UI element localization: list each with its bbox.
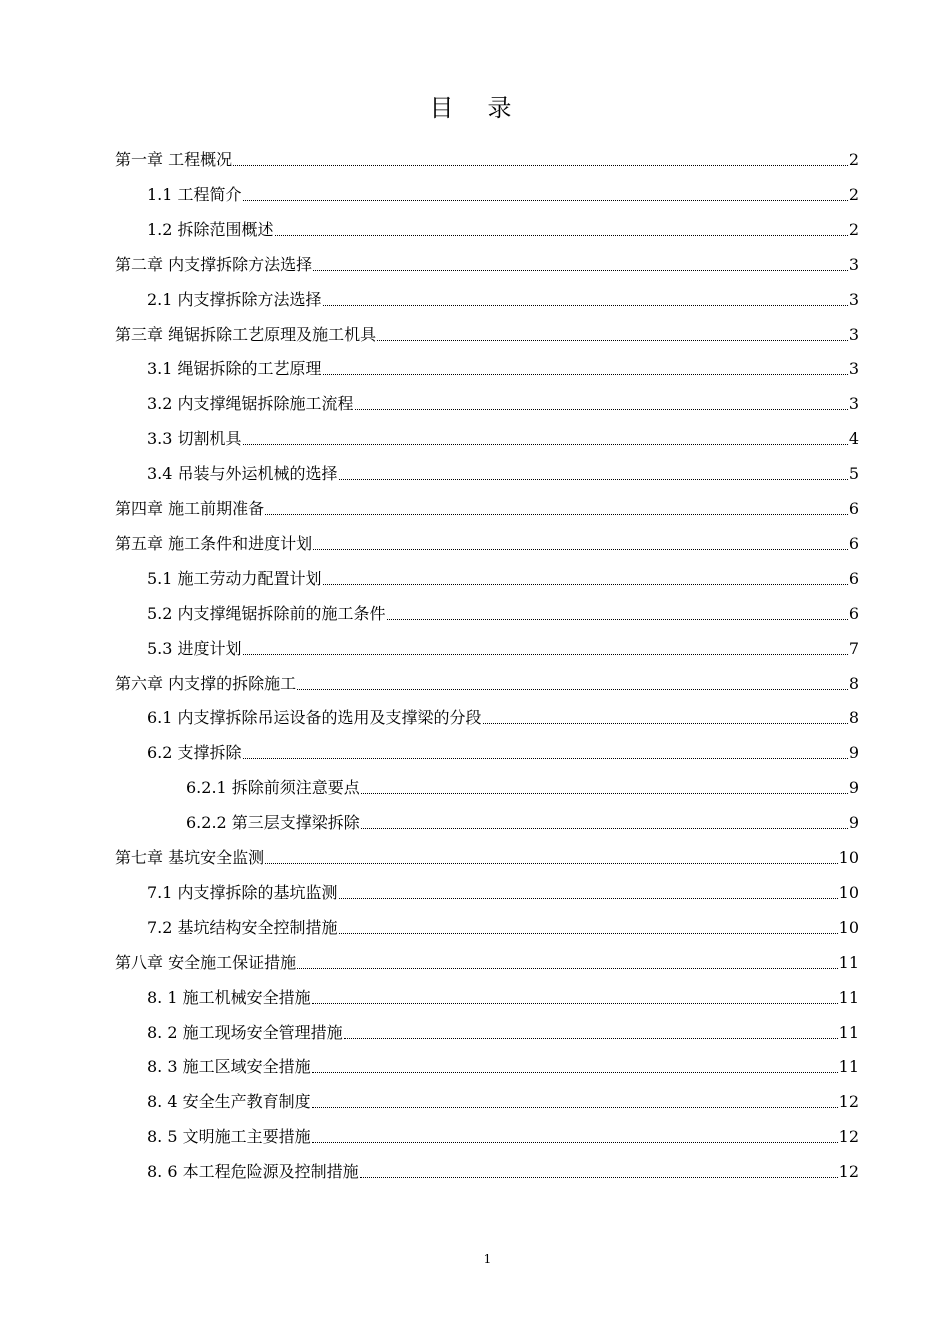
toc-dot-leader — [361, 793, 848, 794]
toc-entry-page: 2 — [848, 184, 859, 204]
toc-entry[interactable] — [115, 245, 859, 275]
toc-dot-leader — [344, 1038, 838, 1039]
toc-entry-page: 3 — [848, 394, 859, 414]
toc-entry-page: 10 — [838, 882, 859, 902]
toc-entry-label: 第一章 工程概况 — [115, 150, 233, 169]
toc-entry-page: 9 — [848, 778, 859, 798]
toc-entry[interactable] — [147, 454, 859, 484]
toc-dot-leader — [265, 863, 838, 864]
toc-entry[interactable] — [115, 664, 859, 694]
toc-entry[interactable] — [186, 803, 859, 833]
toc-dot-leader — [323, 584, 848, 585]
toc-dot-leader — [243, 444, 848, 445]
toc-entry-label: 3.2 内支撑绳锯拆除施工流程 — [147, 394, 354, 414]
toc-dot-leader — [265, 514, 848, 515]
page-title: 目录 — [429, 94, 546, 122]
toc-entry[interactable] — [147, 349, 859, 379]
toc-dot-leader — [323, 374, 848, 375]
toc-dot-leader — [312, 1003, 838, 1004]
toc-dot-leader — [339, 898, 838, 899]
toc-entry-page: 7 — [848, 638, 859, 658]
toc-entry[interactable] — [147, 280, 859, 310]
toc-entry-page: 3 — [848, 359, 859, 379]
toc-entry-page: 3 — [848, 254, 859, 274]
toc-entry[interactable] — [147, 1082, 859, 1112]
toc-entry[interactable] — [147, 873, 859, 903]
toc-dot-leader — [377, 340, 848, 341]
toc-entry[interactable] — [147, 1152, 859, 1182]
toc-entry-label: 第三章 绳锯拆除工艺原理及施工机具 — [115, 324, 377, 344]
toc-entry-label: 6.1 内支撑拆除吊运设备的选用及支撑梁的分段 — [147, 708, 482, 728]
toc-entry-label: 第六章 内支撑的拆除施工 — [115, 673, 297, 693]
toc-entry-label: 3.3 切割机具 — [147, 429, 242, 449]
toc-dot-leader — [233, 165, 848, 166]
toc-entry-label: 1.2 拆除范围概述 — [147, 219, 274, 239]
toc-entry[interactable] — [147, 175, 859, 205]
toc-entry-page: 12 — [838, 1127, 859, 1147]
toc-entry[interactable] — [115, 943, 859, 973]
toc-dot-leader — [297, 968, 838, 969]
toc-entry-page: 8 — [848, 708, 859, 728]
toc-entry-label: 第七章 基坑安全监测 — [115, 848, 265, 867]
toc-entry-label: 1.1 工程简介 — [147, 184, 242, 204]
toc-entry-page: 4 — [848, 429, 859, 449]
toc-entry-page: 11 — [838, 1057, 859, 1077]
toc-dot-leader — [243, 200, 848, 201]
toc-entry[interactable] — [115, 489, 859, 519]
toc-entry[interactable] — [147, 559, 859, 589]
toc-entry-page: 6 — [848, 499, 859, 518]
toc-entry-label: 2.1 内支撑拆除方法选择 — [147, 289, 322, 309]
toc-entry-label: 8. 2 施工现场安全管理措施 — [147, 1022, 343, 1042]
toc-entry[interactable] — [147, 908, 859, 938]
toc-entry[interactable] — [115, 315, 859, 345]
toc-dot-leader — [355, 409, 848, 410]
toc-entry[interactable] — [147, 1013, 859, 1043]
toc-entry-page: 2 — [848, 150, 859, 169]
toc-entry-label: 第四章 施工前期准备 — [115, 499, 265, 518]
toc-entry[interactable] — [147, 594, 859, 624]
toc-dot-leader — [312, 1072, 838, 1073]
toc-entry-page: 12 — [838, 1162, 859, 1182]
toc-dot-leader — [361, 828, 848, 829]
toc-entry-page: 11 — [838, 1022, 859, 1042]
toc-entry-label: 6.2.2 第三层支撑梁拆除 — [186, 813, 360, 833]
toc-entry-page: 2 — [848, 219, 859, 239]
toc-dot-leader — [339, 933, 838, 934]
toc-dot-leader — [339, 479, 848, 480]
toc-entry-label: 3.4 吊装与外运机械的选择 — [147, 464, 338, 484]
toc-entry[interactable] — [115, 838, 859, 868]
toc-entry-label: 8. 6 本工程危险源及控制措施 — [147, 1162, 359, 1182]
toc-dot-leader — [313, 549, 848, 550]
toc-entry-page: 11 — [838, 952, 859, 972]
toc-dot-leader — [360, 1177, 838, 1178]
toc-entry-label: 5.3 进度计划 — [147, 638, 242, 658]
toc-entry-label: 7.2 基坑结构安全控制措施 — [147, 917, 338, 937]
toc-entry-page: 3 — [848, 324, 859, 344]
toc-entry[interactable] — [147, 1047, 859, 1077]
toc-entry[interactable] — [186, 768, 859, 798]
toc-entry-page: 11 — [838, 987, 859, 1007]
toc-entry[interactable] — [147, 978, 859, 1008]
toc-dot-leader — [387, 619, 848, 620]
toc-entry-page: 9 — [848, 743, 859, 763]
toc-entry[interactable] — [147, 384, 859, 414]
toc-dot-leader — [243, 758, 848, 759]
toc-entry-page: 6 — [848, 603, 859, 623]
toc-entry-page: 10 — [838, 848, 859, 867]
toc-entry-page: 6 — [848, 533, 859, 553]
toc-dot-leader — [312, 1142, 838, 1143]
toc-entry[interactable] — [115, 524, 859, 554]
toc-entry-page: 12 — [838, 1092, 859, 1112]
page-number: 1 — [483, 1252, 492, 1266]
toc-entry-label: 第二章 内支撑拆除方法选择 — [115, 254, 313, 274]
toc-entry-label: 6.2.1 拆除前须注意要点 — [186, 778, 360, 798]
toc-entry-label: 8. 1 施工机械安全措施 — [147, 987, 311, 1007]
toc-entry[interactable] — [147, 1117, 859, 1147]
toc-entry-label: 8. 5 文明施工主要措施 — [147, 1127, 311, 1147]
toc-entry-label: 第五章 施工条件和进度计划 — [115, 533, 313, 553]
toc-dot-leader — [275, 235, 848, 236]
toc-entry[interactable] — [115, 140, 859, 170]
toc-dot-leader — [323, 305, 848, 306]
toc-entry-label: 6.2 支撑拆除 — [147, 743, 242, 763]
toc-entry-label: 5.1 施工劳动力配置计划 — [147, 568, 322, 588]
toc-entry-label: 8. 4 安全生产教育制度 — [147, 1092, 311, 1112]
toc-entry-page: 9 — [848, 813, 859, 833]
toc-entry-label: 8. 3 施工区域安全措施 — [147, 1057, 311, 1077]
toc-entry-label: 3.1 绳锯拆除的工艺原理 — [147, 359, 322, 379]
toc-entry[interactable] — [147, 210, 859, 240]
toc-dot-leader — [297, 689, 848, 690]
toc-entry-page: 5 — [848, 464, 859, 484]
toc-dot-leader — [312, 1107, 838, 1108]
toc-entry-page: 8 — [848, 673, 859, 693]
toc-dot-leader — [243, 654, 848, 655]
toc-entry-label: 7.1 内支撑拆除的基坑监测 — [147, 882, 338, 902]
toc-entry[interactable] — [147, 698, 859, 728]
toc-entry[interactable] — [147, 733, 859, 763]
toc-entry-page: 10 — [838, 917, 859, 937]
toc-entry-label: 第八章 安全施工保证措施 — [115, 952, 297, 972]
toc-entry[interactable] — [147, 629, 859, 659]
toc-dot-leader — [483, 723, 848, 724]
toc-entry-page: 6 — [848, 568, 859, 588]
toc-entry[interactable] — [147, 419, 859, 449]
toc-entry-label: 5.2 内支撑绳锯拆除前的施工条件 — [147, 603, 386, 623]
toc-dot-leader — [313, 270, 848, 271]
toc-entry-page: 3 — [848, 289, 859, 309]
